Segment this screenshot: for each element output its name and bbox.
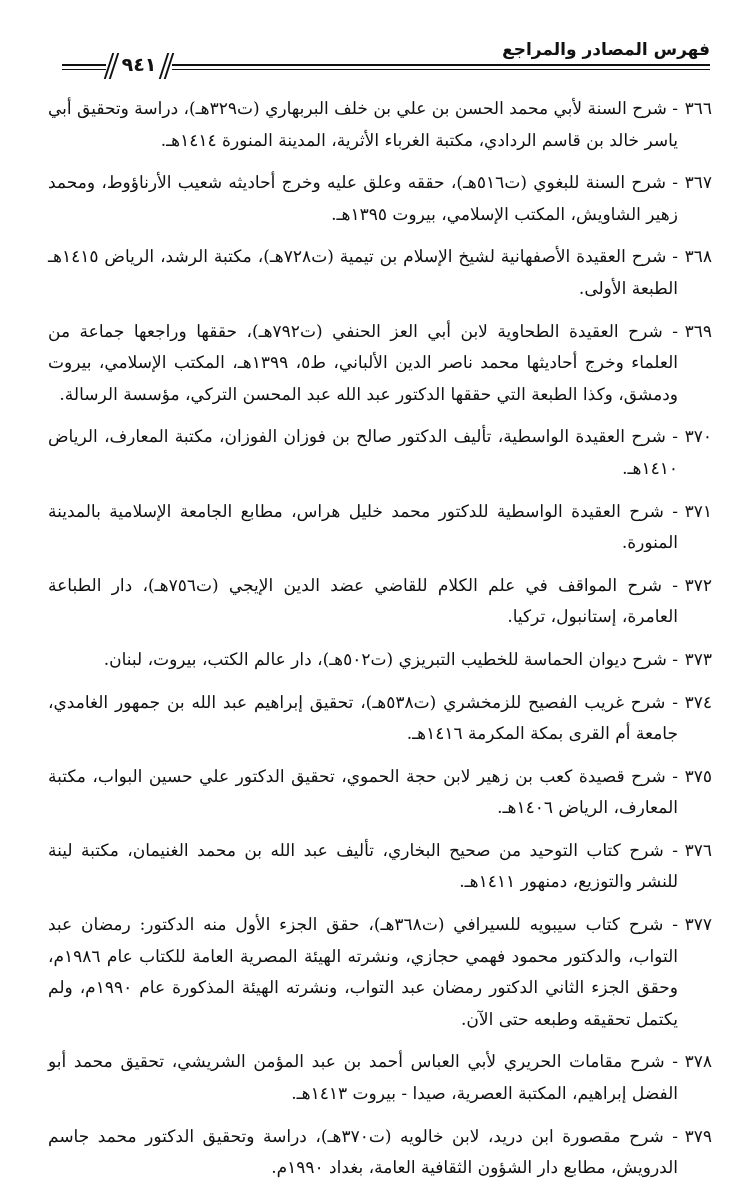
entry-number: ٣٦٨	[684, 247, 712, 268]
reference-entry	[48, 497, 712, 560]
entry-number: ٣٦٧	[684, 173, 712, 194]
entry-text: - شرح السنة لأبي محمد الحسن بن علي بن خلف البربهاري (ت٣٢٩هـ)، دراسة وتحقيق أبي ياسر خالد بن قاسم الردادي، مكتبة الغرباء الأثرية، المدينة المنورة ١٤١٤هـ.	[48, 99, 678, 151]
reference-entry	[48, 242, 712, 305]
entry-text: - شرح العقيدة الأصفهانية لشيخ الإسلام بن تيمية (ت٧٢٨هـ)، مكتبة الرشد، الرياض ١٤١٥هـ الطبعة الأولى.	[48, 247, 679, 299]
entry-text: - شرح ديوان الحماسة للخطيب التبريزي (ت٥٠٢هـ)، دار عالم الكتب، بيروت، لبنان.	[103, 649, 678, 670]
entry-number: ٣٧٦	[684, 840, 712, 861]
entry-text: - شرح كتاب سيبويه للسيرافي (ت٣٦٨هـ)، حقق الجزء الأول منه الدكتور: رمضان عبد التواب، والدكتور محمود فهمي حجازي، ونشرته الهيئة المصرية العامة للكتاب عام ١٩٨٦م، وحقق الجزء الثاني الدكتور رمضان عبد التواب، ونشرته الهيئة المذكورة عام ١٩٩٠م، ولم يكتمل تحقيقه وطبعه حتى الآن.	[48, 915, 678, 1030]
entry-text: - شرح العقيدة الواسطية، تأليف الدكتور صالح بن فوزان الفوزان، مكتبة المعارف، الرياض ١٤١٠هـ.	[48, 427, 678, 479]
entry-number: ٣٧١	[684, 501, 712, 522]
page-title: فهرس المصادر والمراجع	[502, 40, 710, 60]
entry-text: - شرح كتاب التوحيد من صحيح البخاري، تأليف عبد الله بن محمد الغنيمان، مكتبة لينة للنشر والتوزيع، دمنهور ١٤١١هـ.	[48, 840, 678, 893]
reference-entry	[48, 688, 712, 751]
entry-number: ٣٧٧	[684, 915, 712, 936]
reference-entry	[48, 94, 712, 157]
entry-text: - شرح غريب الفصيح للزمخشري (ت٥٣٨هـ)، تحقيق إبراهيم عبد الله بن جمهور الغامدي، جامعة أم القرى بمكة المكرمة ١٤١٦هـ.	[48, 692, 678, 745]
entry-number: ٣٦٩	[684, 321, 712, 342]
entry-text: - شرح العقيدة الواسطية للدكتور محمد خليل هراس، مطابع الجامعة الإسلامية بالمدينة المنورة.	[48, 501, 678, 554]
entry-text: - شرح قصيدة كعب بن زهير لابن حجة الحموي، تحقيق الدكتور علي حسين البواب، مكتبة المعارف، الرياض ١٤٠٦هـ.	[48, 766, 678, 819]
reference-entry	[48, 422, 712, 485]
page-number-frame	[106, 53, 172, 77]
reference-entry	[48, 836, 712, 899]
entry-text: - شرح العقيدة الطحاوية لابن أبي العز الحنفي (ت٧٩٢هـ)، حققها وراجعها جماعة من العلماء وخرج أحاديثها محمد ناصر الدين الألباني، ط٥، ١٣٩٩هـ، المكتب الإسلامي، بيروت ودمشق، وكذا الطبعة التي حققها الدكتور عبد الله عبد المحسن التركي، مؤسسة الرسالة.	[48, 321, 679, 405]
reference-entry	[48, 317, 712, 412]
entry-number: ٣٧٠	[684, 427, 712, 448]
entry-number: ٣٧٢	[684, 575, 712, 596]
entry-text: - شرح السنة للبغوي (ت٥١٦هـ)، حققه وعلق عليه وخرج أحاديثه شعيب الأرناؤوط، ومحمد زهير الشاويش، المكتب الإسلامي، بيروت ١٣٩٥هـ.	[48, 173, 678, 225]
reference-entry	[48, 645, 712, 677]
entry-number: ٣٧٩	[684, 1126, 712, 1147]
page-number: ٩٤١	[121, 54, 157, 76]
entry-text: - شرح المواقف في علم الكلام للقاضي عضد الدين الإيجي (ت٧٥٦هـ)، دار الطباعة العامرة، إستانبول، تركيا.	[48, 575, 678, 628]
entry-number: ٣٧٣	[684, 649, 712, 670]
entry-number: ٣٧٤	[684, 692, 712, 713]
reference-entry	[48, 1047, 712, 1110]
page-header	[62, 40, 710, 82]
entry-number: ٣٦٦	[684, 99, 712, 119]
entry-number: ٣٧٥	[684, 766, 712, 787]
reference-entry	[48, 168, 712, 231]
entry-text: - شرح مقامات الحريري لأبي العباس أحمد بن عبد المؤمن الشريشي، تحقيق محمد أبو الفضل إبراهيم، المكتبة العصرية، صيدا - بيروت ١٤١٣هـ.	[48, 1052, 678, 1105]
reference-entry	[48, 571, 712, 634]
reference-entry	[48, 1122, 712, 1185]
entry-number: ٣٧٨	[684, 1052, 712, 1073]
entry-text: - شرح مقصورة ابن دريد، لابن خالويه (ت٣٧٠هـ)، دراسة وتحقيق الدكتور محمد جاسم الدرويش، مطابع دار الشؤون الثقافية العامة، بغداد ١٩٩٠م.	[48, 1126, 678, 1179]
reference-entry	[48, 910, 712, 1036]
references-list	[48, 94, 712, 1196]
reference-entry	[48, 762, 712, 825]
